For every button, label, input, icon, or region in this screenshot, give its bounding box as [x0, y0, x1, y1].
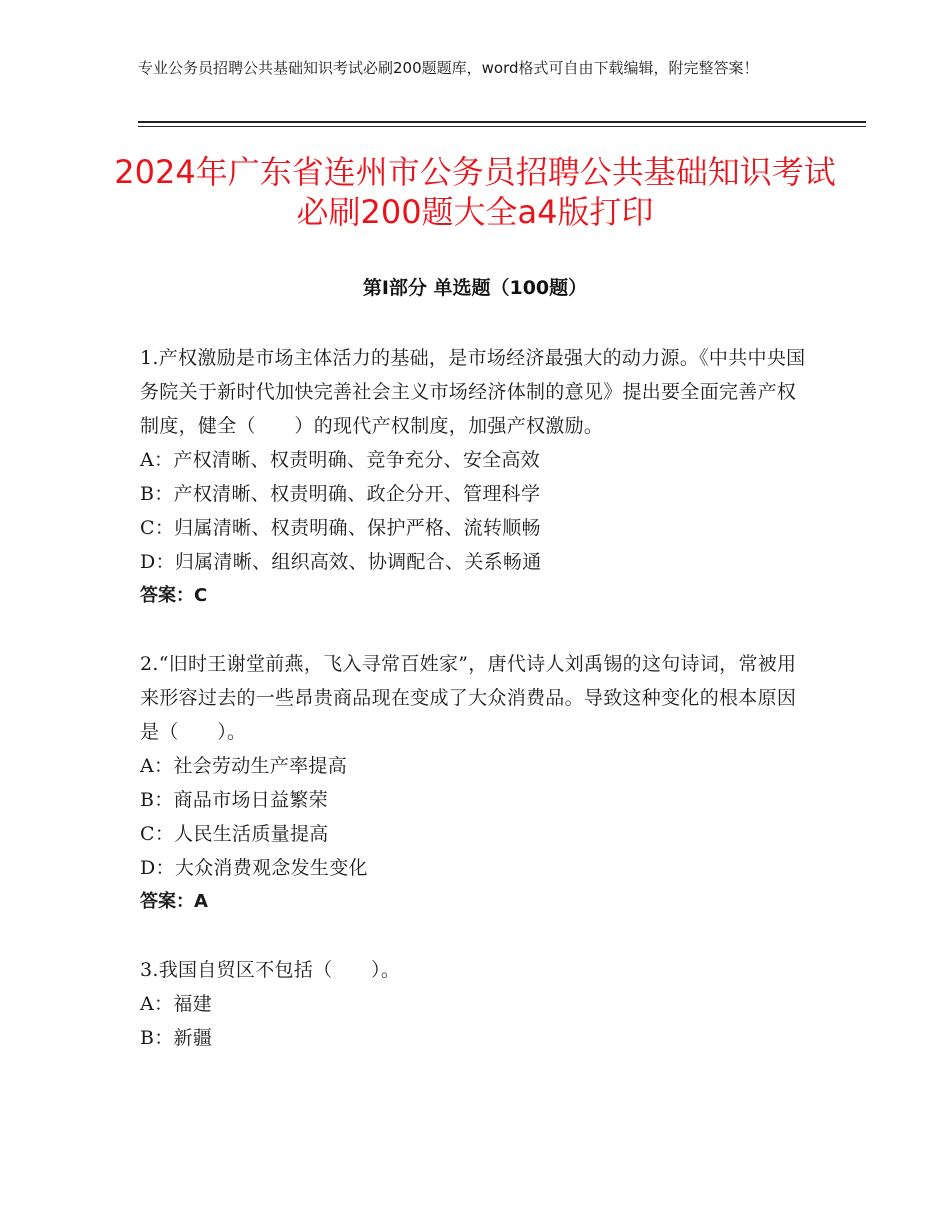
option-a: A：社会劳动生产率提高 — [140, 755, 348, 777]
option-a: A：产权清晰、权责明确、竞争充分、安全高效 — [140, 449, 541, 471]
question-stem: 3.我国自贸区不包括（ ）。 — [140, 959, 401, 981]
question-3 — [140, 953, 810, 1055]
option-b: B：新疆 — [140, 1027, 213, 1049]
option-b: B：商品市场日益繁荣 — [140, 789, 328, 811]
answer-label: 答案：A — [140, 891, 208, 912]
option-b: B：产权清晰、权责明确、政企分开、管理科学 — [140, 483, 541, 505]
document-title: 2024年广东省连州市公务员招聘公共基础知识考试必刷200题大全a4版打印 — [114, 153, 836, 231]
option-d: D：大众消费观念发生变化 — [140, 857, 368, 879]
option-c: C：归属清晰、权责明确、保护严格、流转顺畅 — [140, 517, 541, 539]
option-a: A：福建 — [140, 993, 212, 1015]
section-title: 第Ⅰ部分 单选题（100题） — [362, 277, 588, 299]
header-rule-thick — [138, 121, 866, 123]
question-stem: 1.产权激励是市场主体活力的基础，是市场经济最强大的动力源。《中共中央国务院关于新时代加快完善社会主义市场经济体制的意见》提出要全面完善产权制度，健全（ ）的现代产权制度，加强产权激励。 — [140, 347, 806, 437]
question-stem: 2.“旧时王谢堂前燕，飞入寻常百姓家”，唐代诗人刘禹锡的这句诗词，常被用来形容过去的一些昂贵商品现在变成了大众消费品。导致这种变化的根本原因是（ ）。 — [140, 653, 797, 743]
question-1 — [140, 341, 810, 613]
question-2 — [140, 647, 810, 919]
option-d: D：归属清晰、组织高效、协调配合、关系畅通 — [140, 551, 542, 573]
header-rule-thin — [138, 126, 866, 127]
answer-label: 答案：C — [140, 585, 208, 606]
option-c: C：人民生活质量提高 — [140, 823, 329, 845]
header-note: 专业公务员招聘公共基础知识考试必刷200题题库，word格式可自由下载编辑，附完整答案！ — [138, 59, 759, 77]
question-list — [140, 341, 810, 1089]
